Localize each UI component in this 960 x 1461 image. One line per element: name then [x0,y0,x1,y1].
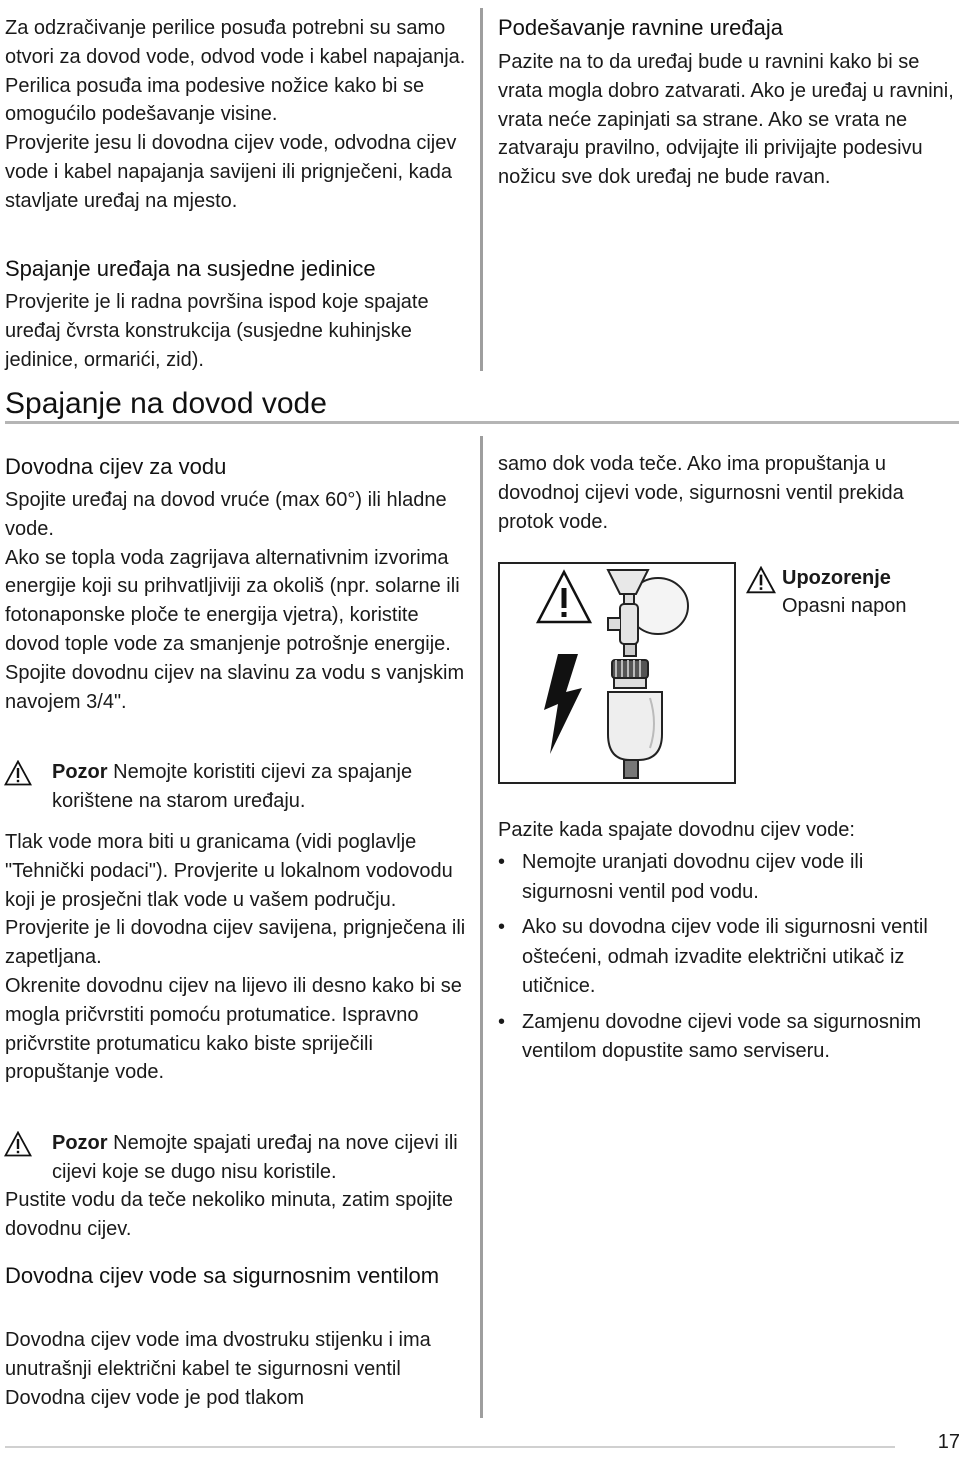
caution-label: Pozor [52,1132,108,1154]
caution-note-old-hoses [52,758,472,816]
bullet-symbol: • [498,1010,506,1033]
caution-label: Pozor [52,761,108,783]
safety-valve-illustration [608,570,688,778]
warning-triangle-icon [746,566,776,594]
section-heading-leveling: Podešavanje ravnine uređaja [498,15,783,40]
heading-rule [5,421,959,424]
section-heading-inlet-hose: Dovodna cijev za vodu [5,454,227,479]
lightning-bolt-icon [544,654,582,754]
safety-valve-paragraph: Dovodna cijev vode ima dvostruku stijenku i ima unutrašnji električni kabel te sigurnosni ventil Dovodna cijev vode je pod tlakom [5,1329,431,1409]
page-number: 17 [937,1431,960,1453]
column-divider-bottom [480,436,483,1418]
main-heading-water-supply: Spajanje na dovod vode [5,387,327,420]
list-item: • Zamjenu dovodne cijevi vode sa sigurnosnim ventilom dopustite samo serviseru. [498,1008,960,1067]
list-item: • Nemojte uranjati dovodnu cijev vode ili sigurnosni ventil pod vodu. [498,848,960,907]
warning-triangle-icon [538,572,590,622]
bullet-symbol: • [498,916,506,938]
bullet-symbol: • [498,851,506,873]
valve-flow-paragraph: samo dok voda teče. Ako ima propuštanja u dovodnoj cijevi vode, sigurnosni ventil prekida protok vode. [498,453,904,533]
caution-text: Nemojte spajati uređaj na nove cijevi ili cijevi koje se dugo nisu koristile. [52,1132,458,1183]
adjacent-units-paragraph: Provjerite je li radna površina ispod koje spajate uređaj čvrsta konstrukcija (susjedne kuhinjske jedinice, ormarići, zid). [5,291,429,371]
water-pressure-paragraph: Tlak vode mora biti u granicama (vidi poglavlje "Tehnički podaci"). Provjerite u lokalnom vodovodu koji je prosječni tlak vode u vašem području. Provjerite je li dovodna cijev savijena, prignječena ili zapetljana. Okrenite dovodnu cijev na lijevo ili desno kako bi se mogla pričvrstiti pomoću protumatice. Ispravno pričvrstite protumaticu kako biste spriječili propuštanje vode. [5,831,466,1084]
caution-note-new-pipes [52,1129,472,1187]
section-heading-safety-valve: Dovodna cijev vode sa sigurnosnim ventilom [5,1263,440,1288]
section-heading-adjacent-units: Spajanje uređaja na susjedne jedinice [5,256,376,281]
careful-intro: Pazite kada spajate dovodnu cijev vode: [498,819,855,841]
list-item: • Ako su dovodna cijev vode ili sigurnosni ventil oštećeni, odmah izvadite električni utikač iz utičnice. [498,913,960,1002]
warning-title: Upozorenje [782,567,891,589]
warning-subtitle: Opasni napon [782,595,907,617]
column-divider-top [480,8,483,371]
run-water-paragraph: Pustite vodu da teče nekoliko minuta, zatim spojite dovodnu cijev. [5,1189,454,1240]
safety-valve-figure [498,562,736,784]
warning-triangle-icon [4,760,32,786]
precautions-list [498,848,960,1073]
inlet-hose-paragraph: Spojite uređaj na dovod vruće (max 60°) ili hladne vode. Ako se topla voda zagrijava alternativnim izvorima energije koji su prihvatljiviji za okoliš (npr. solarne ili fotonaponske ploče te energija vjetra), koristite dovod tople vode za smanjenje potrošnje energije. Spojite dovodnu cijev na slavinu za vodu s vanjskim navojem 3/4". [5,489,465,713]
caution-text: Nemojte koristiti cijevi za spajanje korištene na starom uređaju. [52,761,413,812]
warning-triangle-icon [4,1131,32,1157]
intro-paragraph: Za odzračivanje perilice posuđa potrebni su samo otvori za dovod vode, odvod vode i kabel napajanja. Perilica posuđa ima podesive nožice kako bi se omogućilo podešavanje visine. Provjerite jesu li dovodna cijev vode, odvodna cijev vode i kabel napajanja savijeni ili prignječeni, kada stavljate uređaj na mjesto. [5,17,466,212]
leveling-paragraph: Pazite na to da uređaj bude u ravnini kako bi se vrata mogla dobro zatvarati. Ako je uređaj u ravnini, vrata neće zapinjati sa strane. Ako se vrata ne zatvaraju pravilno, odvijajte ili privijajte podesivu nožicu sve dok uređaj ne bude ravan. [498,51,954,189]
footer-rule [5,1446,895,1448]
